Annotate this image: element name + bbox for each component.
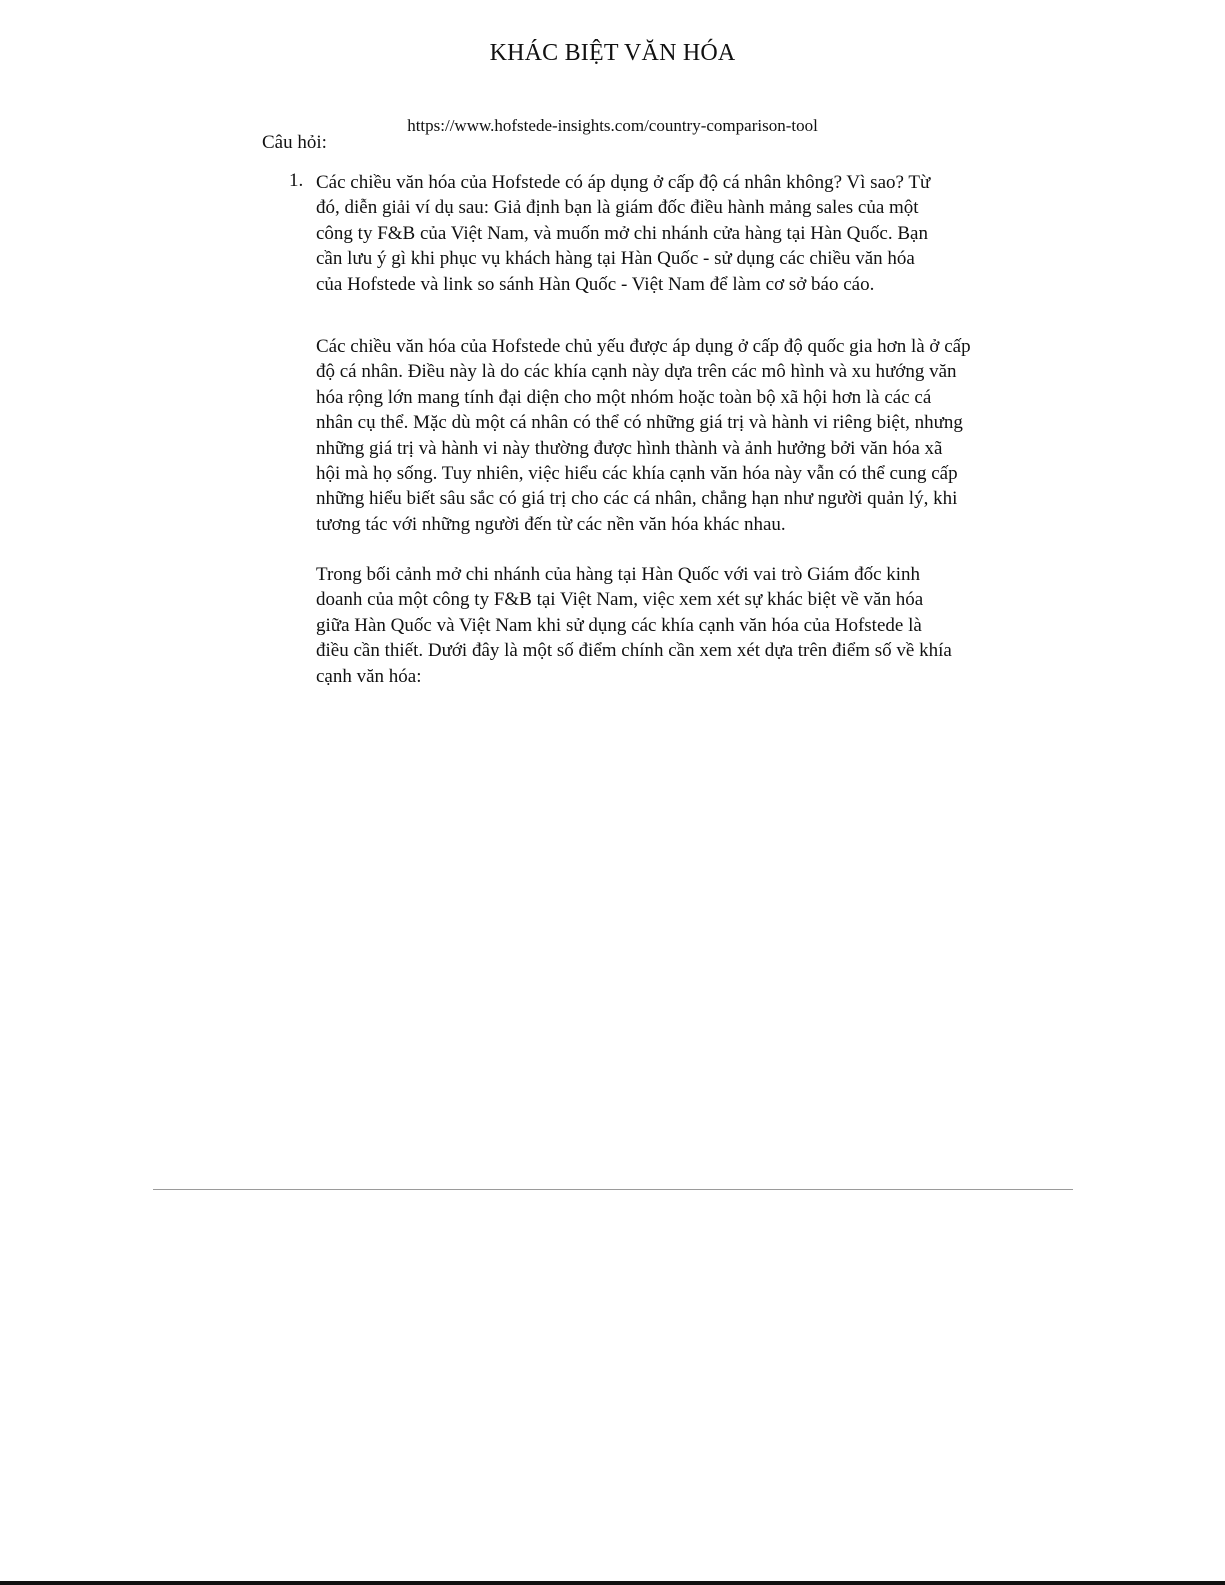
- page-bottom-edge: [0, 1581, 1225, 1585]
- answer-paragraph-2: Trong bối cảnh mở chi nhánh của hàng tại Hàn Quốc với vai trò Giám đốc kinh doanh của một công ty F&B tại Việt Nam, việc xem xét sự khác biệt về văn hóa giữa Hàn Quốc và Việt Nam khi sử dụng các khía cạnh văn hóa của Hofstede là điều cần thiết. Dưới đây là một số điểm chính cần xem xét dựa trên điểm số về khía cạnh văn hóa:: [316, 564, 952, 687]
- question-number: 1.: [289, 170, 304, 191]
- answer-paragraph-1: Các chiều văn hóa của Hofstede chủ yếu được áp dụng ở cấp độ quốc gia hơn là ở cấp độ cá nhân. Điều này là do các khía cạnh này dựa trên các mô hình và xu hướng văn hóa rộng lớn mang tính đại diện cho một nhóm hoặc toàn bộ xã hội hơn là các cá nhân cụ thể. Mặc dù một cá nhân có thể có những giá trị và hành vi riêng biệt, nhưng những giá trị và hành vi này thường được hình thành và ảnh hưởng bởi văn hóa xã hội mà họ sống. Tuy nhiên, việc hiểu các khía cạnh văn hóa này vẫn có thể cung cấp những hiểu biết sâu sắc có giá trị cho các cá nhân, chẳng hạn như người quản lý, khi tương tác với những người đến từ các nền văn hóa khác nhau.: [316, 336, 971, 535]
- page-divider: [153, 1189, 1073, 1190]
- document-title: KHÁC BIỆT VĂN HÓA: [489, 40, 736, 66]
- question-label: Câu hỏi:: [262, 132, 327, 153]
- question-text: Các chiều văn hóa của Hofstede có áp dụng ở cấp độ cá nhân không? Vì sao? Từ đó, diễn giải ví dụ sau: Giả định bạn là giám đốc điều hành mảng sales của một công ty F&B của Việt Nam, và muốn mở chi nhánh cửa hàng tại Hàn Quốc. Bạn cần lưu ý gì khi phục vụ khách hàng tại Hàn Quốc - sử dụng các chiều văn hóa của Hofstede và link so sánh Hàn Quốc - Việt Nam để làm cơ sở báo cáo.: [316, 172, 931, 295]
- reference-url: https://www.hofstede-insights.com/country-comparison-tool: [407, 116, 818, 135]
